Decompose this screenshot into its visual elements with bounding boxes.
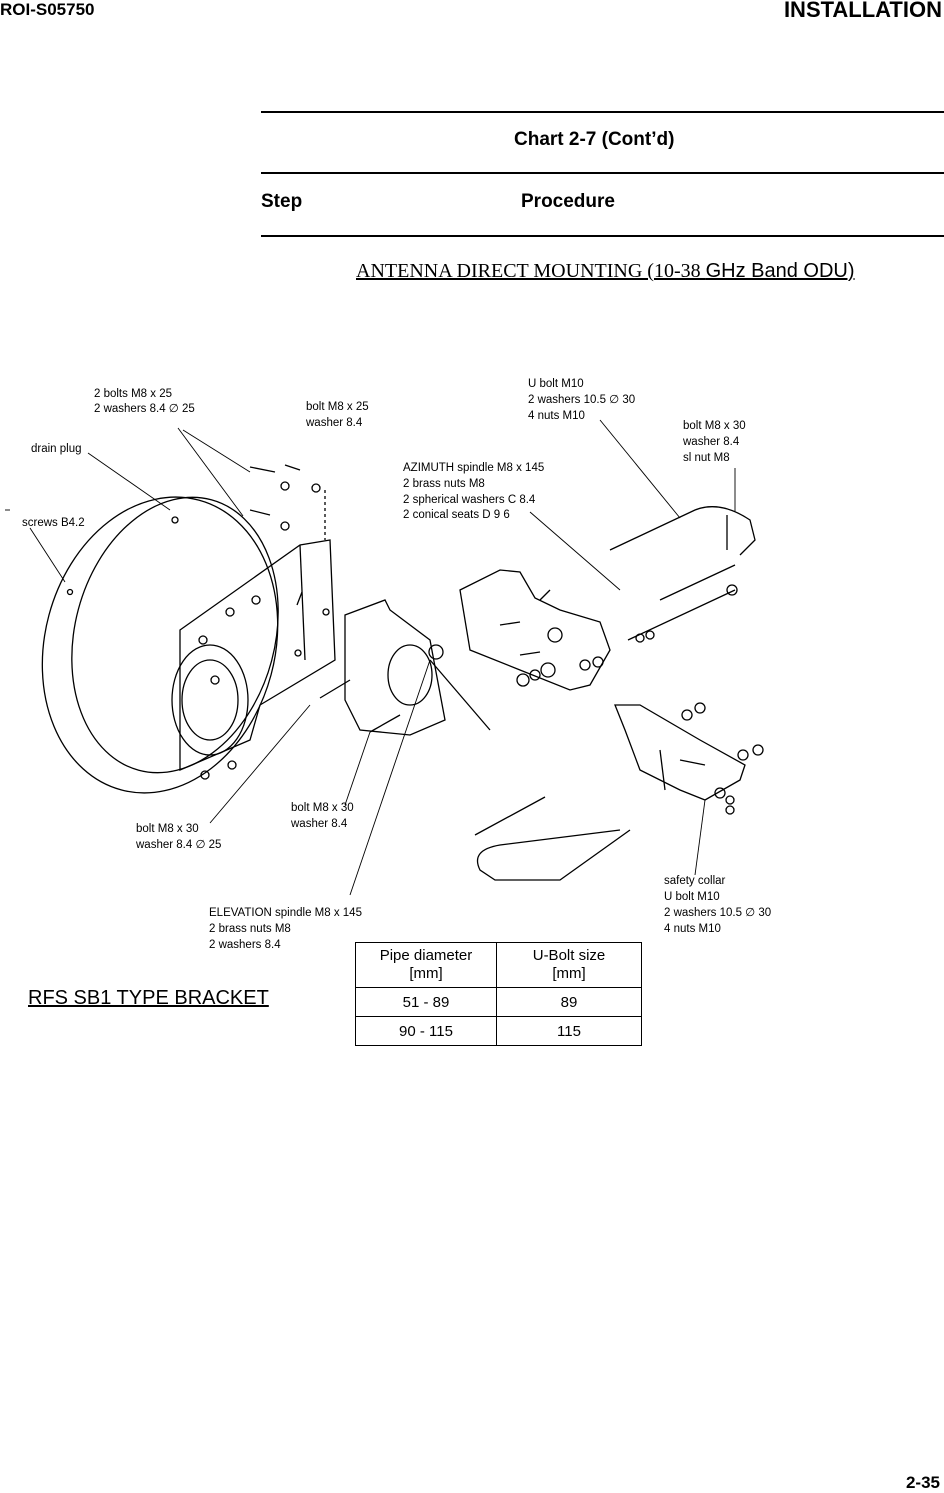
- label-screws: [22, 517, 85, 529]
- label-elevation-1: ELEVATION spindle M8 x 145: [209, 907, 362, 919]
- label-u-bolt-top-3: 4 nuts M10: [528, 410, 585, 422]
- column-header-procedure: Procedure: [521, 191, 615, 212]
- label-bolt-m8x30-top-2: washer 8.4: [683, 436, 740, 448]
- chart-title: Chart 2-7 (Cont’d): [514, 129, 675, 150]
- page-number: 2-35: [905, 1473, 940, 1492]
- label-bolt-m8x30-mid-1: bolt M8 x 30: [291, 802, 354, 814]
- label-elevation-2: 2 brass nuts M8: [209, 923, 291, 935]
- label-bolt-m8x30-left: [135, 823, 221, 851]
- column-header-step: Step: [261, 191, 303, 212]
- label-azimuth-1: AZIMUTH spindle M8 x 145: [403, 462, 545, 474]
- label-azimuth-4: 2 conical seats D 9 6: [403, 509, 510, 521]
- label-safety-collar-4: 4 nuts M10: [664, 923, 721, 935]
- document-id: ROI-S05750: [0, 0, 95, 19]
- u-bolt-top: [610, 507, 755, 642]
- header-u-bolt-size: U-Bolt size [mm]: [497, 943, 642, 988]
- label-u-bolt-top: [528, 378, 638, 422]
- label-azimuth-3: 2 spherical washers C 8.4: [403, 494, 536, 506]
- label-safety-collar-3: 2 washers 10.5 ∅ 30: [664, 907, 772, 919]
- label-bolt-m8x30-mid: [290, 802, 357, 830]
- mounting-plate: [180, 540, 335, 779]
- label-azimuth-2: 2 brass nuts M8: [403, 478, 485, 490]
- label-screws-1: screws B4.2: [22, 517, 85, 529]
- label-bolt-m8x30-left-1: bolt M8 x 30: [136, 823, 199, 835]
- section-title-part1: ANTENNA DIRECT MOUNTING (10-38: [356, 260, 706, 282]
- cell-u-bolt-size: 89: [497, 988, 642, 1017]
- label-bolt-m8x30-left-2: washer 8.4 ∅ 25: [136, 839, 222, 851]
- section-heading: INSTALLATION: [783, 0, 942, 22]
- label-elevation-spindle: [209, 907, 365, 951]
- label-safety-collar: [664, 875, 774, 935]
- label-azimuth-spindle: [403, 462, 547, 521]
- label-bolt-m8x25-right: [305, 401, 372, 429]
- plate-bolts: [250, 465, 325, 540]
- label-bolts-m8x25-1: 2 bolts M8 x 25: [94, 388, 172, 400]
- label-bolt-m8x25-right-2: washer 8.4: [306, 417, 363, 429]
- azimuth-bracket: [460, 570, 610, 690]
- label-drain-plug: [31, 443, 82, 455]
- label-bolts-m8x25-2: 2 washers 8.4 ∅ 25: [94, 403, 195, 415]
- label-u-bolt-top-1: U bolt M10: [528, 378, 584, 390]
- section-title: [356, 260, 855, 283]
- label-bolt-m8x25-right-1: bolt M8 x 25: [306, 401, 369, 413]
- cell-u-bolt-size: 115: [497, 1017, 642, 1046]
- label-safety-collar-2: U bolt M10: [664, 891, 720, 903]
- label-bolts-m8x25: [94, 388, 195, 415]
- label-drain-plug-1: drain plug: [31, 443, 82, 455]
- rule-bottom: [261, 235, 944, 237]
- label-u-bolt-top-2: 2 washers 10.5 ∅ 30: [528, 394, 636, 406]
- leader-lines: [5, 420, 735, 895]
- label-safety-collar-1: safety collar: [664, 875, 726, 887]
- label-bolt-m8x30-mid-2: washer 8.4: [291, 818, 348, 830]
- label-bolt-m8x30-top-3: sl nut M8: [683, 452, 730, 464]
- u-bolt-size-table: [355, 942, 642, 1046]
- label-elevation-3: 2 washers 8.4: [209, 939, 281, 951]
- cell-pipe-diameter: 90 - 115: [356, 1017, 497, 1046]
- rule-mid: [261, 172, 944, 174]
- table-row: [356, 988, 642, 1017]
- table-row: [356, 1017, 642, 1046]
- header-pipe-diameter: Pipe diameter [mm]: [356, 943, 497, 988]
- section-title-part2: GHz Band ODU): [705, 260, 855, 282]
- label-bolt-m8x30-top: [682, 420, 749, 464]
- rule-top: [261, 111, 944, 113]
- label-bolt-m8x30-top-1: bolt M8 x 30: [683, 420, 746, 432]
- lower-clamp: [615, 705, 745, 814]
- bracket-exploded-diagram: [0, 360, 944, 960]
- cell-pipe-diameter: 51 - 89: [356, 988, 497, 1017]
- table-header-row: [356, 943, 642, 988]
- bracket-caption: RFS SB1 TYPE BRACKET: [28, 987, 269, 1009]
